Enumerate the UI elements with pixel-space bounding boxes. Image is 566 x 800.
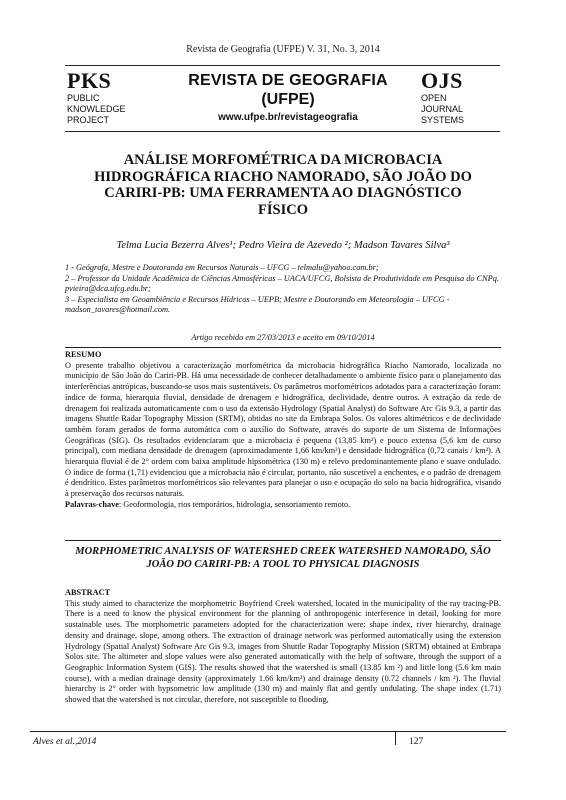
keywords-label: Palavras-chave bbox=[65, 499, 119, 509]
affiliation-3: 3 – Especialista em Geoambiência e Recursos Hídricos – UEPB; Mestre e Doutorando em Meteorologia – UFCG - madson_tavares@hotmail.com. bbox=[65, 294, 450, 315]
footer-rule bbox=[30, 731, 506, 732]
masthead-title: REVISTA DE GEOGRAFIA bbox=[188, 72, 388, 89]
pks-line-3: PROJECT bbox=[67, 115, 110, 125]
ojs-acronym: OJS bbox=[421, 68, 463, 93]
resumo-heading: RESUMO bbox=[65, 350, 102, 359]
pks-line-1: PUBLIC bbox=[67, 93, 100, 103]
resumo-text: O presente trabalho objetivou a caracterização morfométrica da microbacia hidrográfica Riacho Namorado, localizada no município de São João do Cariri-PB. Há uma necessidade de conhecer detalhadamente o ambiente físico para o planejamento das interferências antrópicas, buscando-se usos mais sustentáveis. Os parâmetros morfométricos adotados para a caracterização foram: índice de forma, hierarquia fluvial, densidade de drenagem e hidrográfica, declividade, dentre outros. A extração da rede de drenagem foi realizada automaticamente com o uso da extensão Hydrology (Spatial Analyst) do Software Arc Gis 9.3, a partir das imagens Shuttle Radar Topography Mission (SRTM), obtidas no site da Embrapa Solos. Os valores altimétricos e de declividade também foram gerados de forma automática com o auxílio do Software, através do suporte de um Sistema de Informações Geográficas (SIG). Os resultados evidenciaram que a microbacia é pequena (13,85 km²) e pouco extensa (5,6 km de curso principal), com mediana densidade de drenagem (aproximadamente 1,66 km/km²) e densidade hidrográfica (0,72 canais / km²). A hierarquia fluvial é de 2° ordem com baixa amplitude hipsométrica (130 m) e relevo predominantemente plano e suave ondulado. O índice de forma (1,71) evidenciou que a microbacia não é circular, portanto, não suscetível a enchentes, e o padrão de drenagem é dendrítico. Estes parâmetros morfométricos são relevantes para planejar o uso e ocupação do solo na bacia hidrográfica, visando à preservação dos recursos naturais. bbox=[65, 360, 501, 499]
journal-masthead bbox=[170, 71, 406, 124]
page-number: 127 bbox=[409, 737, 424, 747]
ojs-logo bbox=[421, 70, 511, 125]
masthead-url: www.ufpe.br/revistageografia bbox=[218, 112, 358, 123]
keywords bbox=[65, 500, 501, 511]
ojs-line-1: OPEN bbox=[421, 93, 447, 103]
resumo-section bbox=[65, 350, 501, 511]
resumo-rule bbox=[65, 347, 501, 348]
author-affiliations bbox=[65, 263, 501, 316]
received-date: Artigo recebido em 27/03/2013 e aceito em 09/10/2014 bbox=[191, 333, 375, 342]
footer-divider bbox=[395, 731, 396, 745]
ojs-line-3: SYSTEMS bbox=[421, 115, 465, 125]
ojs-line-2: JOURNAL bbox=[421, 104, 464, 114]
journal-citation-line: Revista de Geografia (UFPE) V. 31, No. 3, 2014 bbox=[186, 44, 380, 55]
english-section-rule bbox=[65, 540, 501, 541]
abstract-heading: ABSTRACT bbox=[65, 588, 111, 597]
article-authors: Telma Lucia Bezerra Alves¹; Pedro Vieira de Azevedo ²; Madson Tavares Silva³ bbox=[116, 240, 450, 251]
affiliation-1: 1 - Geógrafa, Mestre e Doutoranda em Recursos Naturais – UFCG – telmalu@yahoo.com.br; bbox=[65, 263, 379, 272]
abstract-text: This study aimed to characterize the morphometric Boyfriend Creek watershed, located in the municipality of the ray tracing-PB. There is a need to know the physical environment for the planning of anthropogenic interference in detail, looking for more sustainable uses. The morphometric parameters adopted for the characterization were: shape index, river hierarchy, drainage density and drainage, slope, among others. The extraction of drainage network was performed automatically using the extension Hydrology (Spatial Analyst) Software Arc Gis 9.3, images from Shuttle Radar Topography Mission (SRTM) obtained at Embrapa Solos site. The altimeter and slope values were also generated automatically with the help of software, through the support of a Geographic Information System (GIS). The results showed that the watershed is small (13.85 km ²) and little long (5.6 km main course), with a median drainage density (approximately 1.66 km/km²) and drainage density (0.72 channels / km ²). The fluvial hierarchy is 2° order with hypsometric low amplitude (130 m) and mainly flat and gently undulating. The shape index (1.71) showed that the watershed is not circular, therefore, not susceptible to flooding, bbox=[65, 598, 501, 705]
keywords-text: : Geoformologia, rios temporários, hidrologia, sensoriamento remoto. bbox=[118, 499, 351, 509]
english-title: MORPHOMETRIC ANALYSIS OF WATERSHED CREEK WATERSHED NAMORADO, SÃO JOÃO DO CARIRI-PB: A TOOL TO PHYSICAL DIAGNOSIS bbox=[75, 546, 491, 570]
article-title: ANÁLISE MORFOMÉTRICA DA MICROBACIA HIDROGRÁFICA RIACHO NAMORADO, SÃO JOÃO DO CARIRI-PB: UMA FERRAMENTA AO DIAGNÓSTICO FÍSICO bbox=[94, 152, 472, 218]
pks-logo bbox=[67, 70, 157, 125]
pks-line-2: KNOWLEDGE bbox=[67, 104, 126, 114]
footer-citation: Alves et al.,2014 bbox=[33, 737, 97, 747]
header-bottom-rule bbox=[65, 131, 500, 132]
abstract-section bbox=[65, 588, 501, 706]
masthead-subtitle: (UFPE) bbox=[261, 91, 315, 108]
pks-acronym: PKS bbox=[67, 68, 112, 93]
affiliation-2: 2 – Professor da Unidade Acadêmica de Ciências Atmosféricas – UACA/UFCG, Bolsista de Produtividade em Pesquisa do CNPq. pvieira@dca.ufcg.edu.br; bbox=[65, 273, 499, 294]
header-top-rule bbox=[65, 65, 500, 66]
